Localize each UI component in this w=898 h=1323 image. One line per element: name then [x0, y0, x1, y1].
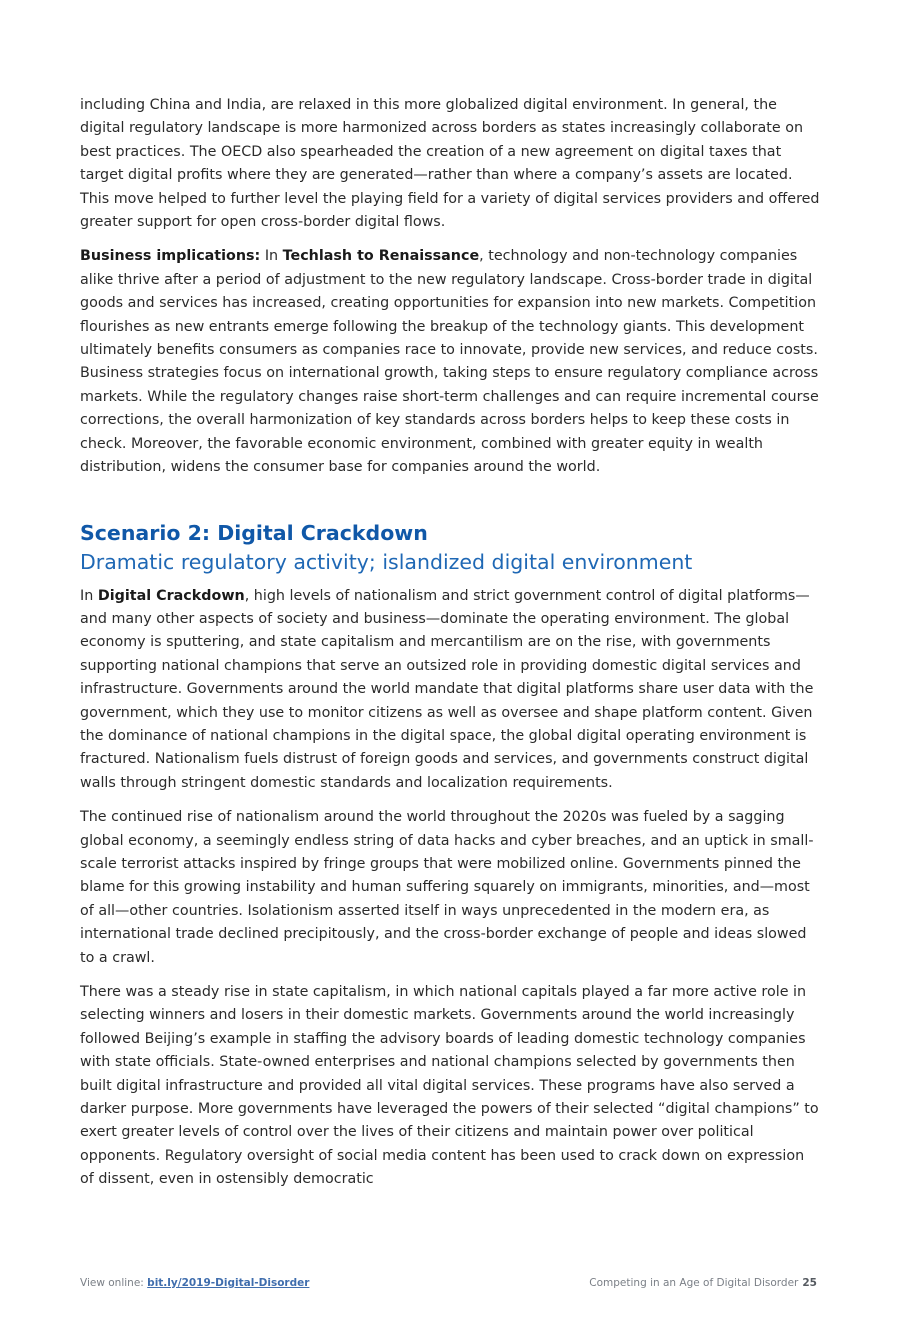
paragraph-rise-of-nationalism: The continued rise of nationalism around the world throughout the 2020s was fueled by a sagging global economy, a seemingly endless string of data hacks and cyber breaches, and an uptick in small-scale terrorist attacks inspired by fringe groups that were mobilized online. Governments pinned the blame for this growing instability and human suffering squarely on immigrants, minorities, and—most of all—other countries. Isolationism asserted itself in ways unprecedented in the modern era, as international trade declined precipitously, and the cross-border exchange of people and ideas slowed to a crawl.: [80, 809, 814, 966]
business-implications-text: , technology and non-technology companies alike thrive after a period of adjustment to the new regulatory landscape. Cross-border trade in digital goods and services has increased, creating opportunities for expansion into new markets. Competition flourishes as new entrants emerge following the breakup of the technology giants. This development ultimately benefits consumers as companies race to innovate, provide new services, and reduce costs. Business strategies focus on international growth, taking steps to ensure regulatory compliance across markets. While the regulatory changes raise short-term challenges and can require incremental course corrections, the overall harmonization of key standards across borders helps to keep these costs in check. Moreover, the favorable economic environment, combined with greater equity in wealth distribution, widens the consumer base for companies around the world.: [80, 248, 819, 476]
section-title: Scenario 2: Digital Crackdown: [80, 520, 428, 545]
page-number: 25: [802, 1277, 817, 1289]
page-body: [80, 94, 820, 1192]
paragraph-business-implications: [80, 245, 820, 479]
paragraph-digital-crackdown-intro: [80, 585, 820, 796]
scenario-name-digital-crackdown: Digital Crackdown: [97, 587, 245, 604]
digital-crackdown-intro-text: , high levels of nationalism and strict government control of digital platforms—and many other aspects of society and business—dominate the operating environment. The global economy is sputtering, and state capitalism and mercantilism are on the rise, with governments supporting national champions that serve an outsized role in providing domestic digital services and infrastructure. Governments around the world mandate that digital platforms share user data with the government, which they use to monitor citizens as well as oversee and shape platform content. Given the dominance of national champions in the digital space, the global digital operating environment is fractured. Nationalism fuels distrust of foreign goods and services, and governments construct digital walls through stringent domestic standards and localization requirements.: [80, 587, 814, 791]
footer-publication: [589, 1277, 817, 1289]
paragraph-globalized-environment: including China and India, are relaxed in this more globalized digital environment. In general, the digital regulatory landscape is more harmonized across borders as states increasingly collaborate on best practices. The OECD also spearheaded the creation of a new agreement on digital taxes that target digital profits where they are generated—rather than where a company’s assets are located. This move helped to further level the playing field for a variety of digital services providers and offered greater support for open cross-border digital flows.: [80, 97, 820, 231]
footer-view-online: [80, 1277, 309, 1289]
paragraph-state-capitalism: There was a steady rise in state capitalism, in which national capitals played a far more active role in selecting winners and losers in their domestic markets. Governments around the world increasingly followed Beijing’s example in staffing the advisory boards of leading domestic technology companies with state officials. State-owned enterprises and national champions selected by governments then built digital infrastructure and provided all vital digital services. These programs have also served a darker purpose. More governments have leveraged the powers of their selected “digital champions” to exert greater levels of control over the lives of their citizens and maintain power over political opponents. Regulatory oversight of social media content has been used to crack down on expression of dissent, even in ostensibly democratic: [80, 984, 819, 1188]
publication-title: Competing in an Age of Digital Disorder: [589, 1277, 799, 1289]
lead-in-text: In: [260, 248, 283, 265]
view-online-label: View online:: [80, 1277, 148, 1289]
business-implications-label: Business implications:: [80, 248, 261, 265]
section-subtitle: Dramatic regulatory activity; islandized digital environment: [80, 549, 693, 574]
lead-in-text: In: [80, 587, 98, 604]
view-online-link[interactable]: bit.ly/2019-Digital-Disorder: [147, 1277, 310, 1289]
scenario-name-techlash: Techlash to Renaissance: [282, 248, 480, 265]
